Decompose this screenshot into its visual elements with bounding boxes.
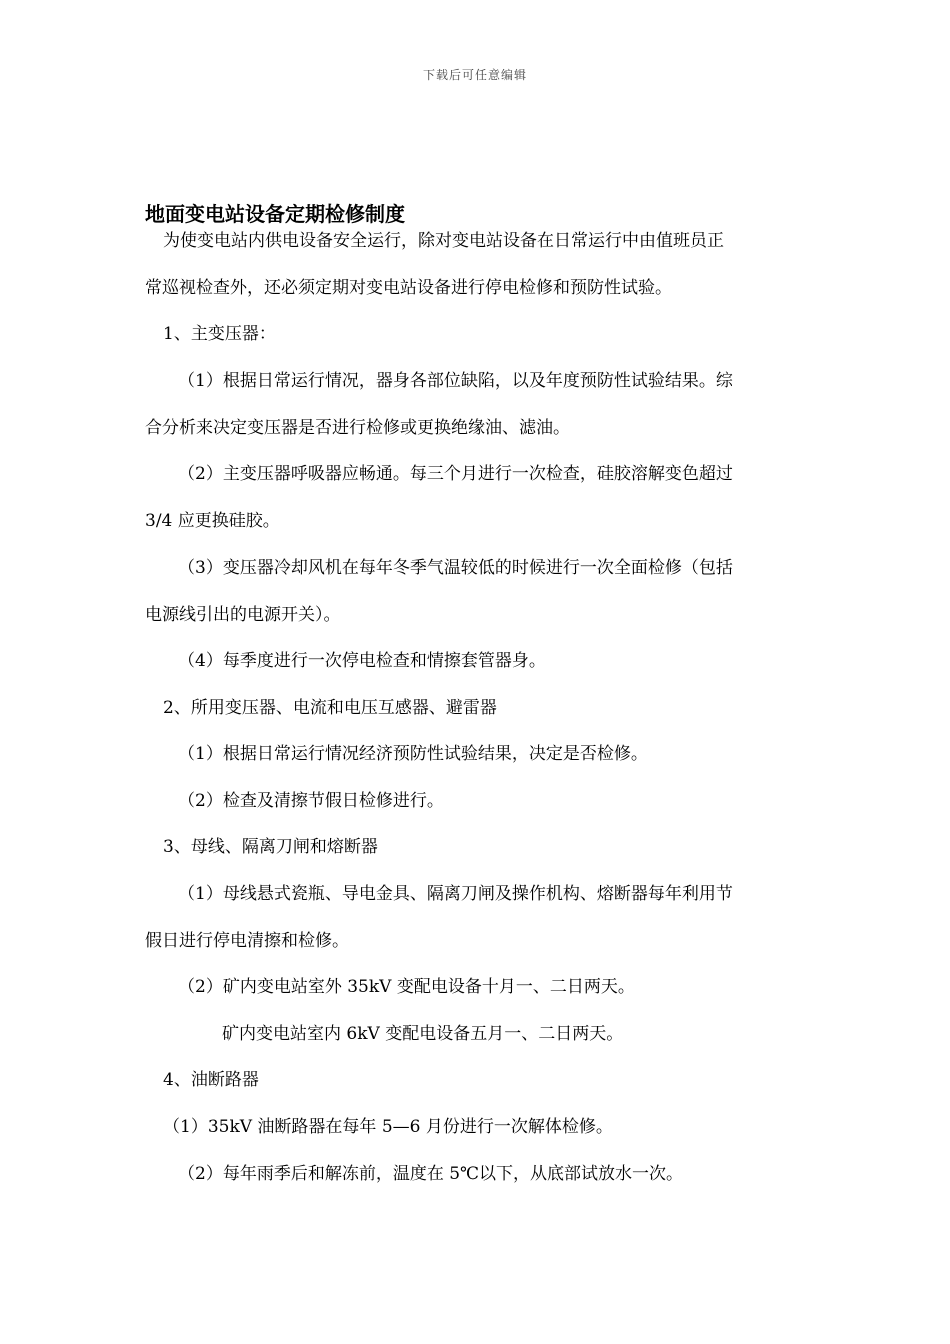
paragraph-line: 常巡视检查外，还必须定期对变电站设备进行停电检修和预防性试验。 — [145, 278, 672, 298]
list-item-continuation: 合分析来决定变压器是否进行检修或更换绝缘油、滤油。 — [145, 418, 570, 438]
page-header: 下载后可任意编辑 — [422, 68, 527, 82]
section-heading: 3、母线、隔离刀闸和熔断器 — [163, 837, 378, 857]
list-item: （2）主变压器呼吸器应畅通。每三个月进行一次检查，硅胶溶解变色超过 — [178, 464, 733, 484]
list-item-continuation: 电源线引出的电源开关）。 — [145, 605, 341, 625]
list-item-continuation: 3/4 应更换硅胶。 — [145, 511, 280, 531]
document-title: 地面变电站设备定期检修制度 — [145, 202, 405, 226]
list-item: （2）矿内变电站室外 35kV 变配电设备十月一、二日两天。 — [178, 977, 635, 997]
list-item: （4）每季度进行一次停电检查和情擦套管器身。 — [178, 651, 546, 671]
list-item: （1）35kV 油断路器在每年 5—6 月份进行一次解体检修。 — [163, 1117, 613, 1137]
list-item-continuation: 矿内变电站室内 6kV 变配电设备五月一、二日两天。 — [222, 1024, 624, 1044]
list-item: （2）检查及清擦节假日检修进行。 — [178, 791, 444, 811]
list-item: （1）根据日常运行情况，器身各部位缺陷，以及年度预防性试验结果。综 — [178, 371, 733, 391]
list-item: （2）每年雨季后和解冻前，温度在 5℃以下，从底部试放水一次。 — [178, 1164, 684, 1184]
section-heading: 1、主变压器： — [163, 324, 276, 344]
list-item: （3）变压器冷却风机在每年冬季气温较低的时候进行一次全面检修（包括 — [178, 558, 733, 578]
list-item: （1）根据日常运行情况经济预防性试验结果，决定是否检修。 — [178, 744, 648, 764]
list-item-continuation: 假日进行停电清擦和检修。 — [145, 931, 349, 951]
section-heading: 2、所用变压器、电流和电压互感器、避雷器 — [163, 698, 497, 718]
list-item: （1）母线悬式瓷瓶、导电金具、隔离刀闸及操作机构、熔断器每年利用节 — [178, 884, 733, 904]
paragraph-line: 为使变电站内供电设备安全运行，除对变电站设备在日常运行中由值班员正 — [163, 231, 724, 251]
section-heading: 4、油断路器 — [163, 1070, 259, 1090]
